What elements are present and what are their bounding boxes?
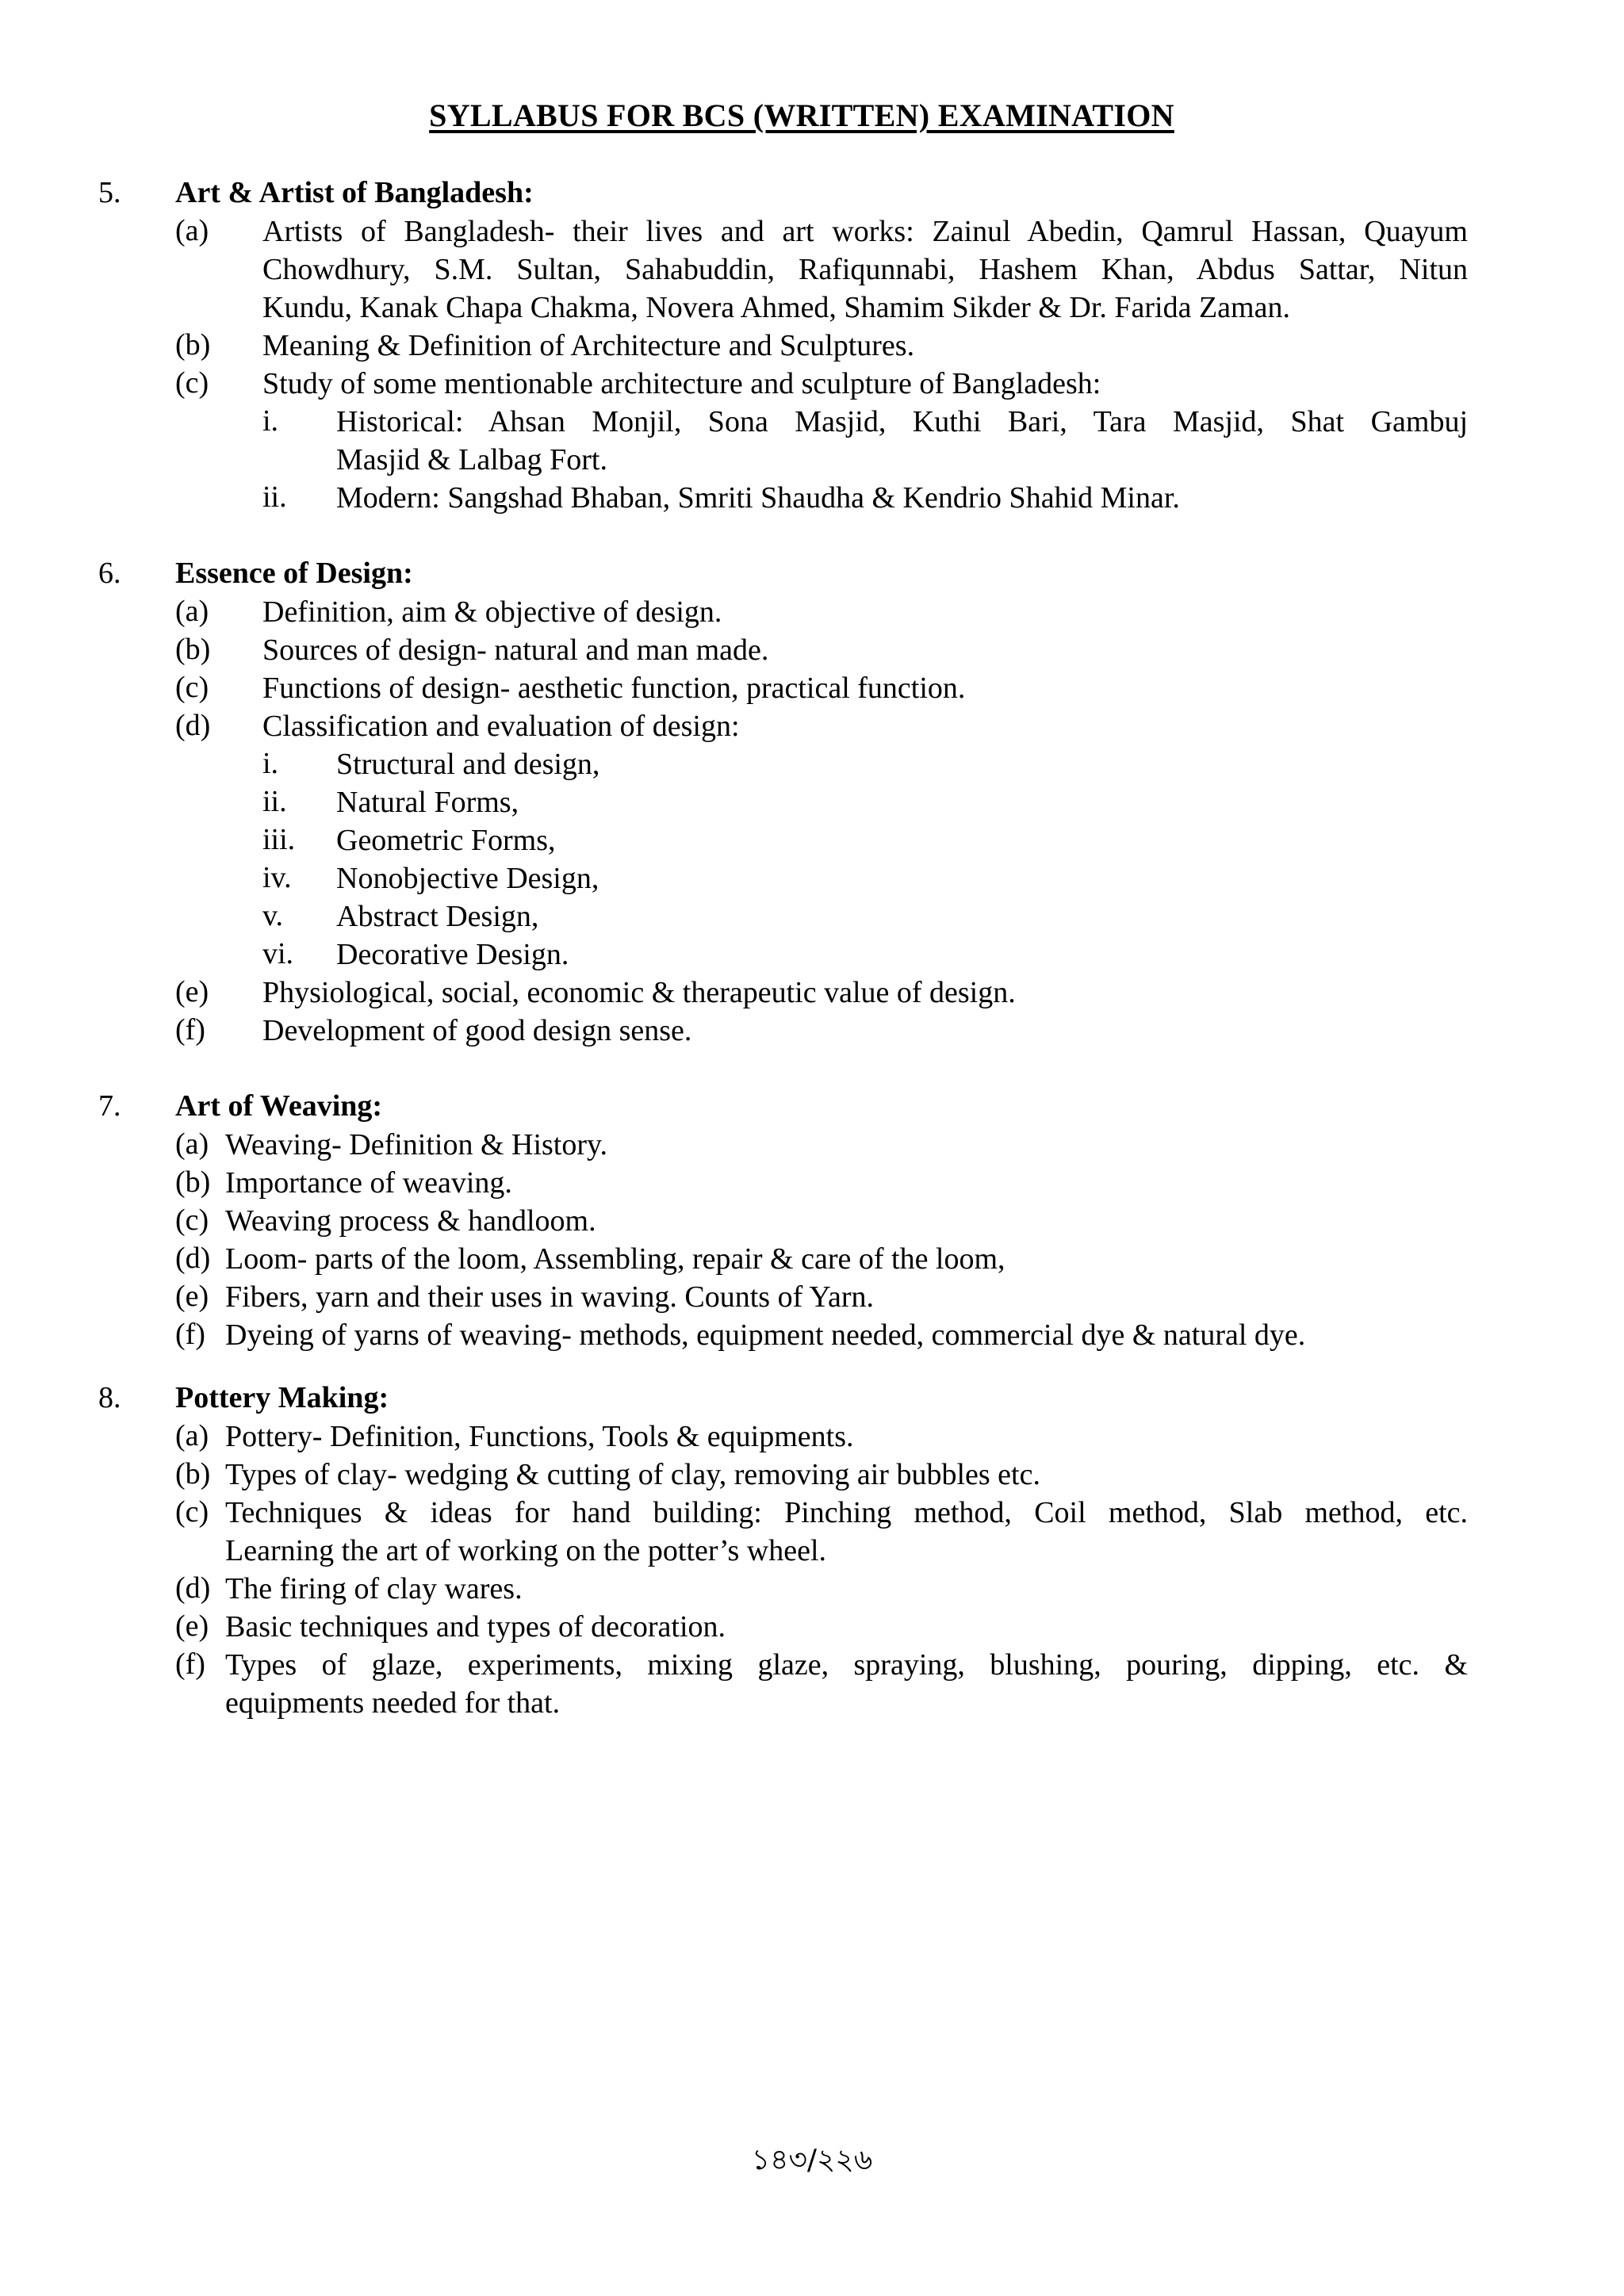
item-text: The firing of clay wares. <box>225 1572 523 1605</box>
page-title: SYLLABUS FOR BCS (WRITTEN) EXAMINATION <box>429 98 1174 133</box>
item-text: Types of clay- wedging & cutting of clay, removing air bubbles etc. <box>225 1458 1040 1491</box>
item-label: (d) <box>175 1242 211 1275</box>
section-heading: Essence of Design: <box>175 557 413 590</box>
item-text: Study of some mentionable architecture and sculpture of Bangladesh: <box>262 367 1101 400</box>
subitem-label: ii. <box>262 480 287 514</box>
subitem-text: Abstract Design, <box>336 900 539 933</box>
item-label: (c) <box>175 1203 209 1237</box>
subitem-text: Structural and design, <box>336 748 600 781</box>
subitem-text: Modern: Sangshad Bhaban, Smriti Shaudha & Kendrio Shahid Minar. <box>336 481 1180 515</box>
subitem-label: iv. <box>262 861 292 894</box>
subitem-label: i. <box>262 747 279 780</box>
item-label: (a) <box>175 1127 209 1161</box>
subitem-label: iii. <box>262 823 296 856</box>
item-label: (e) <box>175 975 209 1008</box>
item-text: Classification and evaluation of design: <box>262 710 740 743</box>
subitem-text-line: Historical: Ahsan Monjil, Sona Masjid, Kuthi Bari, Tara Masjid, Shat Gambuj <box>336 405 1468 438</box>
item-text: Basic techniques and types of decoration. <box>225 1610 726 1644</box>
item-text: Development of good design sense. <box>262 1014 692 1047</box>
item-text: Meaning & Definition of Architecture and Sculptures. <box>262 329 915 362</box>
item-text: Physiological, social, economic & therapeutic value of design. <box>262 976 1016 1009</box>
item-text: Functions of design- aesthetic function, practical function. <box>262 672 966 705</box>
item-text: Definition, aim & objective of design. <box>262 595 722 629</box>
section-number: 6. <box>98 557 121 590</box>
section-heading: Art & Artist of Bangladesh: <box>175 176 534 209</box>
item-label: (c) <box>175 1495 209 1529</box>
item-label: (b) <box>175 328 211 362</box>
item-label: (c) <box>175 366 209 400</box>
item-text: Importance of weaving. <box>225 1166 512 1200</box>
item-label: (b) <box>175 1165 211 1199</box>
item-text-line: equipments needed for that. <box>225 1686 561 1720</box>
item-text: Pottery- Definition, Functions, Tools & equipments. <box>225 1420 854 1453</box>
item-text: Loom- parts of the loom, Assembling, repair & care of the loom, <box>225 1242 1005 1276</box>
subitem-text-line: Masjid & Lalbag Fort. <box>336 443 607 476</box>
item-text-line: Kundu, Kanak Chapa Chakma, Novera Ahmed, Shamim Sikder & Dr. Farida Zaman. <box>262 291 1290 324</box>
item-label: (f) <box>175 1647 205 1681</box>
subitem-text: Geometric Forms, <box>336 824 556 857</box>
item-label: (f) <box>175 1318 205 1351</box>
item-text: Weaving- Definition & History. <box>225 1128 608 1161</box>
item-text-line: Techniques & ideas for hand building: Pinching method, Coil method, Slab method, etc. <box>225 1496 1468 1529</box>
item-text: Weaving process & handloom. <box>225 1204 596 1238</box>
item-label: (f) <box>175 1013 205 1047</box>
section-heading: Pottery Making: <box>175 1381 389 1414</box>
section-number: 5. <box>98 176 121 209</box>
item-text-line: Chowdhury, S.M. Sultan, Sahabuddin, Rafiqunnabi, Hashem Khan, Abdus Sattar, Nitun <box>262 253 1468 286</box>
item-label: (e) <box>175 1280 209 1313</box>
item-text: Dyeing of yarns of weaving- methods, equipment needed, commercial dye & natural dye. <box>225 1318 1306 1352</box>
item-label: (a) <box>175 595 209 628</box>
item-label: (b) <box>175 633 211 666</box>
item-label: (e) <box>175 1609 209 1643</box>
item-text: Fibers, yarn and their uses in waving. Counts of Yarn. <box>225 1280 874 1314</box>
page-number: ১৪৩/২২৬ <box>751 2144 873 2176</box>
item-label: (b) <box>175 1457 211 1490</box>
item-label: (a) <box>175 214 209 247</box>
item-label: (a) <box>175 1419 209 1452</box>
item-text-line: Types of glaze, experiments, mixing glaze, spraying, blushing, pouring, dipping, etc. & <box>225 1648 1468 1682</box>
section-heading: Art of Weaving: <box>175 1089 383 1123</box>
section-number: 7. <box>98 1089 121 1123</box>
subitem-label: v. <box>262 899 284 932</box>
item-text: Sources of design- natural and man made. <box>262 633 769 667</box>
item-text-line: Artists of Bangladesh- their lives and art works: Zainul Abedin, Qamrul Hassan, Quayum <box>262 215 1468 248</box>
subitem-text: Decorative Design. <box>336 938 569 971</box>
section-number: 8. <box>98 1381 121 1414</box>
subitem-label: i. <box>262 404 279 438</box>
subitem-text: Natural Forms, <box>336 786 519 819</box>
item-label: (d) <box>175 709 211 742</box>
subitem-text: Nonobjective Design, <box>336 862 599 895</box>
subitem-label: vi. <box>262 937 294 970</box>
subitem-label: ii. <box>262 785 287 818</box>
item-label: (c) <box>175 671 209 704</box>
item-text-line: Learning the art of working on the potter’s wheel. <box>225 1534 827 1567</box>
item-label: (d) <box>175 1571 211 1605</box>
